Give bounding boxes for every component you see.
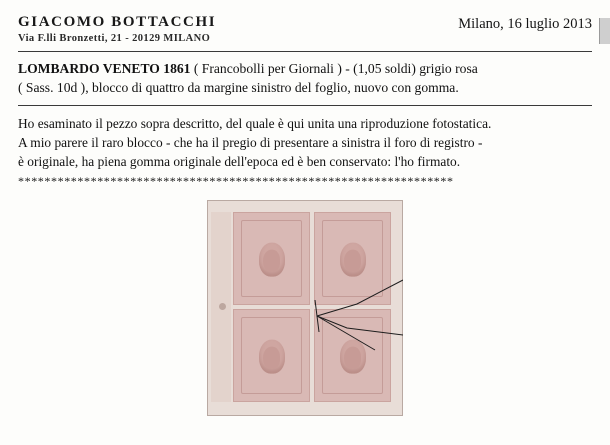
description-divider — [18, 105, 592, 106]
certificate-body — [18, 114, 592, 190]
mercury-head-icon — [340, 339, 366, 373]
stamp-top-right — [314, 212, 391, 305]
letterhead-address: Via F.lli Bronzetti, 21 - 20129 MILANO — [18, 33, 211, 45]
description-line-2: ( Sass. 10d ), blocco di quattro da margine sinistro del foglio, nuovo con gomma. — [18, 79, 459, 95]
description-line-1 — [18, 60, 592, 78]
stamp-top-left — [233, 212, 310, 305]
stamp-bottom-right — [314, 309, 391, 402]
stamp-bottom-left — [233, 309, 310, 402]
body-paragraph-1: Ho esaminato il pezzo sopra descritto, del quale è qui unita una riproduzione fotostatica. — [18, 116, 492, 131]
paper-clip-edge — [599, 18, 610, 44]
mercury-head-icon — [259, 242, 285, 276]
stamp-photograph — [207, 200, 403, 416]
mercury-head-icon — [259, 339, 285, 373]
letterhead — [18, 14, 216, 45]
stamp-block-of-four — [233, 212, 391, 402]
place-and-date: Milano, 16 luglio 2013 — [458, 16, 592, 32]
description-title: LOMBARDO VENETO 1861 — [18, 61, 191, 77]
body-paragraph-2: A mio parere il raro blocco - che ha il pregio di presentare a sinistra il foro di registro - — [18, 135, 483, 151]
body-paragraph-3: è originale, ha piena gomma originale dell'epoca ed è ben conservato: l'ho firmato. — [18, 154, 461, 170]
header-divider — [18, 51, 592, 52]
document-header — [18, 14, 592, 45]
description-line-1-rest: ( Francobolli per Giornali ) - (1,05 soldi) grigio rosa — [190, 61, 478, 77]
separator-asterisks: ****************************************************************** — [18, 174, 454, 189]
item-description — [18, 60, 592, 97]
letterhead-name: GIACOMO BOTTACCHI — [18, 14, 217, 30]
mercury-head-icon — [340, 242, 366, 276]
